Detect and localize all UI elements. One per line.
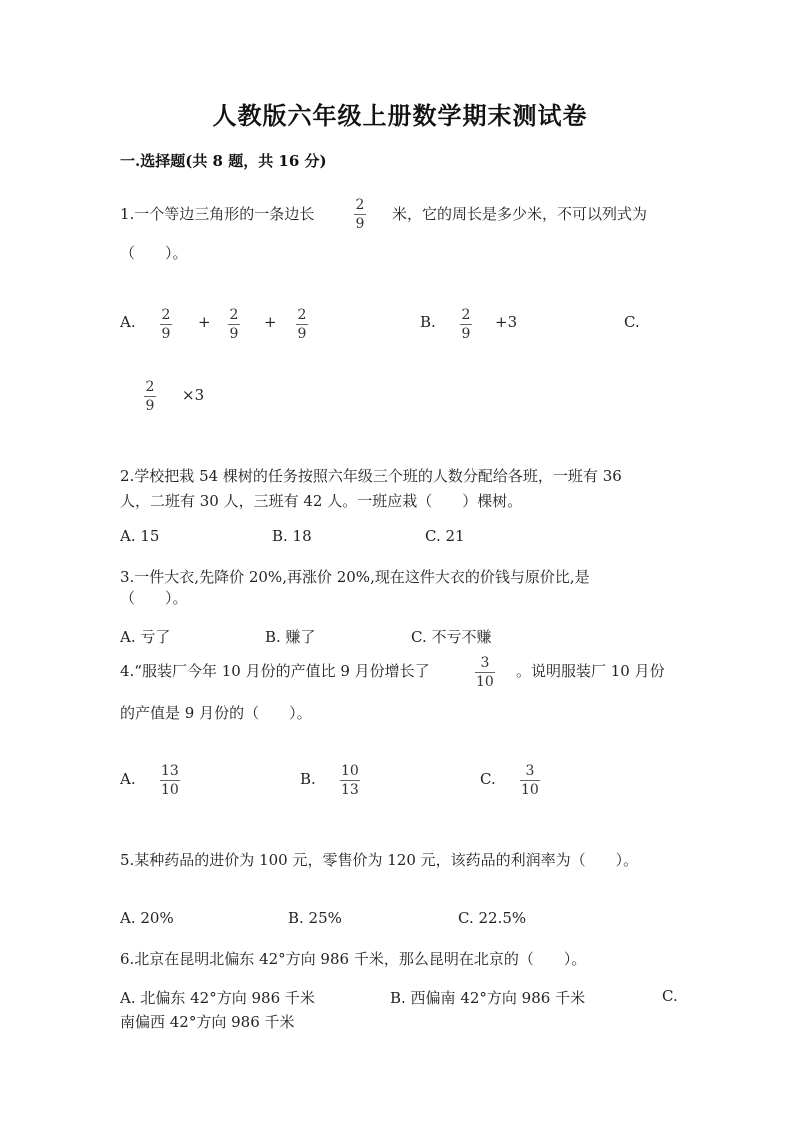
- plus-sign: +: [198, 313, 211, 331]
- q6-option-a[interactable]: A. 北偏东 42°方向 986 千米: [120, 989, 315, 1007]
- q1-option-a-label[interactable]: A.: [120, 313, 136, 331]
- q3-line-2: （ ）。: [120, 589, 188, 607]
- q1-option-c-frac: [144, 379, 156, 414]
- frac-den: 10: [161, 782, 179, 798]
- q1-option-b-label[interactable]: B.: [420, 313, 436, 331]
- q1-text-b: 米，它的周长是多少米，不可以列式为: [392, 205, 648, 223]
- q2-option-b[interactable]: B. 18: [272, 527, 312, 545]
- q1-option-a-frac-2: [228, 307, 240, 342]
- q1-text-a: 1.一个等边三角形的一条边长: [120, 205, 315, 223]
- q6-option-b[interactable]: B. 西偏南 42°方向 986 千米: [390, 989, 586, 1007]
- q1-option-c-label[interactable]: C.: [624, 313, 640, 331]
- q1-option-a-frac-1: [160, 307, 172, 342]
- frac-den: 13: [341, 782, 359, 798]
- frac-num: 10: [341, 763, 359, 779]
- q4-option-a-frac: [160, 763, 180, 798]
- q5-option-c[interactable]: C. 22.5%: [458, 909, 527, 927]
- q3-option-b[interactable]: B. 赚了: [265, 628, 316, 646]
- q2-option-a[interactable]: A. 15: [120, 527, 160, 545]
- q6-option-c[interactable]: 南偏西 42°方向 986 千米: [120, 1013, 295, 1031]
- q1-option-c-tail: ×3: [182, 386, 205, 404]
- q4-fraction: [475, 655, 495, 690]
- q2-line-1: 2.学校把栽 54 棵树的任务按照六年级三个班的人数分配给各班，一班有 36: [120, 467, 622, 485]
- q4-option-b-label[interactable]: B.: [300, 770, 316, 788]
- page-title: 人教版六年级上册数学期末测试卷: [212, 101, 588, 130]
- frac-num: 13: [161, 763, 179, 779]
- plus-sign: +: [264, 313, 277, 331]
- q4-line-2: 的产值是 9 月份的（ ）。: [120, 704, 312, 722]
- q4-option-c-frac: [520, 763, 540, 798]
- q4-text-a: 4.“服装厂今年 10 月份的产值比 9 月份增长了: [120, 662, 430, 680]
- q5-line-1: 5.某种药品的进价为 100 元，零售价为 120 元，该药品的利润率为（ ）。: [120, 851, 639, 869]
- section-heading: 一.选择题(共 8 题，共 16 分): [120, 152, 327, 170]
- frac-num: 2: [461, 307, 471, 323]
- frac-num: 2: [161, 307, 171, 323]
- q1-frac-den: 9: [355, 216, 365, 232]
- frac-den: 9: [145, 398, 155, 414]
- q2-option-c[interactable]: C. 21: [425, 527, 465, 545]
- q3-option-c[interactable]: C. 不亏不赚: [411, 628, 492, 646]
- q4-option-a-label[interactable]: A.: [120, 770, 136, 788]
- q1-option-b-frac: [460, 307, 472, 342]
- frac-den: 9: [461, 326, 471, 342]
- frac-num: 2: [145, 379, 155, 395]
- frac-den: 9: [229, 326, 239, 342]
- q5-option-b[interactable]: B. 25%: [288, 909, 342, 927]
- frac-num: 3: [525, 763, 535, 779]
- q3-line-1: 3.一件大衣,先降价 20%,再涨价 20%,现在这件大衣的价钱与原价比,是: [120, 568, 590, 586]
- q6-option-c-label[interactable]: C.: [662, 987, 678, 1005]
- frac-den: 9: [297, 326, 307, 342]
- q1-frac-num: 2: [355, 197, 365, 213]
- q1-option-a-frac-3: [296, 307, 308, 342]
- frac-num: 3: [480, 655, 490, 671]
- q5-option-a[interactable]: A. 20%: [120, 909, 174, 927]
- frac-den: 9: [161, 326, 171, 342]
- q4-option-b-frac: [340, 763, 360, 798]
- q4-text-b: 。说明服装厂 10 月份: [516, 662, 665, 680]
- q4-option-c-label[interactable]: C.: [480, 770, 496, 788]
- frac-num: 2: [297, 307, 307, 323]
- frac-den: 10: [521, 782, 539, 798]
- q3-option-a[interactable]: A. 亏了: [120, 628, 171, 646]
- q1-option-b-tail: +3: [495, 313, 518, 331]
- q1-text-c: （ ）。: [120, 244, 188, 262]
- frac-den: 10: [476, 674, 494, 690]
- q1-fraction: [354, 197, 366, 232]
- frac-num: 2: [229, 307, 239, 323]
- q6-line-1: 6.北京在昆明北偏东 42°方向 986 千米，那么昆明在北京的（ ）。: [120, 950, 587, 968]
- q2-line-2: 人，二班有 30 人，三班有 42 人。一班应栽（ ）棵树。: [120, 492, 523, 510]
